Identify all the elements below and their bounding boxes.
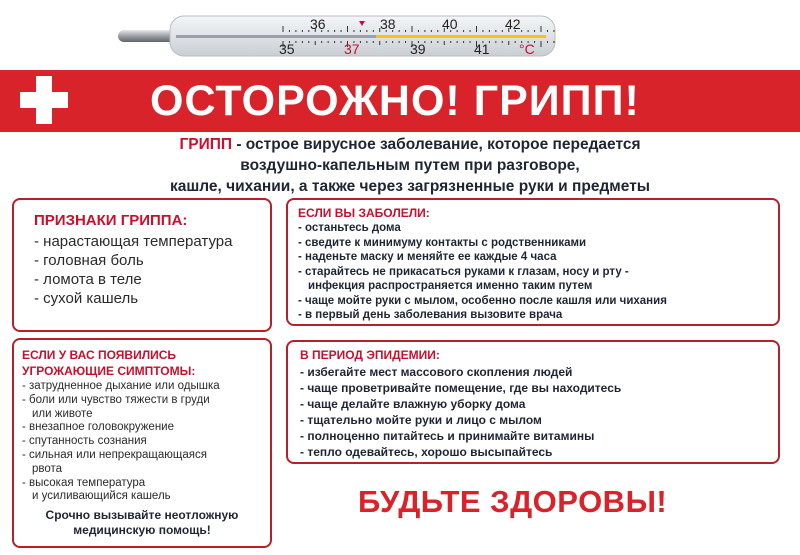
symptoms-box [12,338,272,548]
list-item: - сухой кашель [34,290,139,307]
list-item: - наденьте маску и меняйте ее каждые 4 часа [298,251,557,263]
flu-signs-box [12,198,272,332]
page-title: ОСТОРОЖНО! ГРИПП! [150,77,640,125]
scale-label-36: 36 [310,16,326,32]
list-item: - сведите к минимуму контакты с родственниками [298,236,587,249]
scale-unit: °C [519,41,535,57]
title-banner [0,70,800,132]
list-item: - останьтесь дома [298,222,401,234]
list-item: - сильная или непрекращающаяся [22,448,207,461]
list-item: или животе [32,407,93,420]
list-item: - тщательно мойте руки и лицо с мылом [300,413,542,427]
symptoms-list [22,380,270,504]
intro-lead: ГРИПП [179,136,233,153]
scale-label-37: 37 [344,41,360,57]
flu-signs-list [34,232,270,308]
list-item: - нарастающая температура [34,233,233,250]
if-ill-title: ЕСЛИ ВЫ ЗАБОЛЕЛИ: [298,206,430,220]
scale-label-41: 41 [474,41,490,57]
list-item: - внезапное головокружение [22,421,174,434]
list-item: - полноценно питайтесь и принимайте витамины [300,429,595,443]
list-item: инфекция распространяется именно таким путем [308,280,593,292]
list-item: - боли или чувство тяжести в груди [22,393,210,406]
list-item: - высокая температура [22,476,146,489]
list-item: - избегайте мест массового скопления людей [300,365,573,379]
symptoms-title-2: УГРОЖАЮЩИЕ СИМПТОМЫ: [22,364,196,378]
list-item: - затрудненное дыхание или одышка [22,380,220,392]
urgent-line-1: Срочно вызывайте неотложную [45,508,239,522]
epidemic-list [300,364,778,460]
epidemic-title: В ПЕРИОД ЭПИДЕМИИ: [300,348,440,362]
thermometer-illustration [118,8,558,68]
list-item: и усиливающийся кашель [32,490,171,503]
if-ill-list [298,221,778,323]
urgent-help-note [14,508,270,538]
list-item: - ломота в теле [34,271,142,288]
intro-text [90,134,730,197]
list-item: - головная боль [34,252,144,269]
be-healthy-slogan: БУДЬТЕ ЗДОРОВЫ! [358,484,668,519]
list-item: - тепло одевайтесь, хорошо высыпайтесь [300,445,553,459]
if-ill-box [286,198,780,326]
list-item: рвота [32,462,63,475]
intro-line-3: кашле, чихании, а также через загрязненные руки и предметы [169,178,651,195]
thermometer-icon [118,8,558,68]
list-item: - старайтесь не прикасаться руками к глазам, носу и рту - [298,265,629,278]
scale-label-40: 40 [442,16,458,32]
intro-line-1 [90,134,730,155]
scale-label-42: 42 [505,16,521,32]
scale-label-39: 39 [410,41,426,57]
list-item: - в первый день заболевания вызовите врача [298,309,563,321]
list-item: - чаще мойте руки с мылом, особенно после кашля или чихания [298,294,667,307]
urgent-line-2: медицинскую помощь! [73,523,211,537]
flu-signs-title: ПРИЗНАКИ ГРИППА: [34,212,188,229]
list-item: - спутанность сознания [22,435,147,448]
scale-label-38: 38 [380,16,396,32]
epidemic-box [286,340,780,464]
symptoms-title-1: ЕСЛИ У ВАС ПОЯВИЛИСЬ [22,348,177,362]
intro-line-2: воздушно-капельным путем при разговоре, [240,157,580,174]
medical-cross-icon [20,76,68,124]
intro-line-1-text: - острое вирусное заболевание, которое передается [232,136,641,153]
scale-label-35: 35 [279,41,295,57]
list-item: - чаще проветривайте помещение, где вы находитесь [300,381,622,395]
list-item: - чаще делайте влажную уборку дома [300,397,526,411]
